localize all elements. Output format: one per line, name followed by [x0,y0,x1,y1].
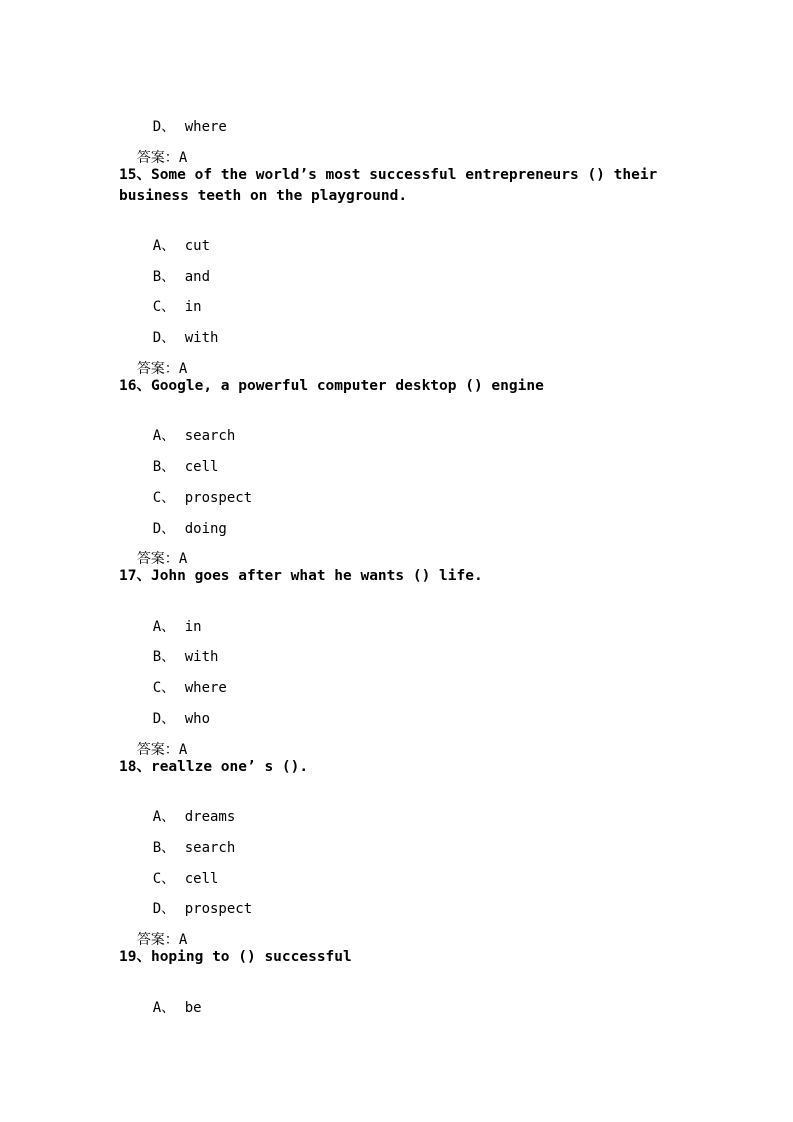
option-label: D、 [152,521,176,537]
answer-label: 答案： [136,932,179,948]
option-label: C、 [152,299,176,315]
option-label: C、 [152,490,176,506]
option-label: C、 [152,871,176,887]
option-label: A、 [152,809,176,825]
question-19-title: 19、hoping to () successful [119,949,352,965]
option-label: A、 [152,619,176,635]
option-label: C、 [152,680,176,696]
option-text: cell [184,459,219,475]
option-text: in [184,619,202,635]
question-15-title-line-2: business teeth on the playground. [119,188,408,204]
answer-label: 答案： [136,742,179,758]
answer-value: A [178,932,188,948]
option-label: A、 [152,428,176,444]
option-text: with [184,330,219,346]
option-text: prospect [184,490,253,506]
option-label: B、 [152,459,176,475]
option-text: search [184,840,236,856]
answer-value: A [178,551,188,567]
question-18-title: 18、reallze one’ s (). [119,759,309,775]
option-a [119,978,202,1038]
question-17-title: 17、John goes after what he wants () life. [119,568,483,584]
answer-value: A [178,361,188,377]
option-text: with [184,649,219,665]
option-text: where [184,680,227,696]
option-label: A、 [152,238,176,254]
option-label: D、 [152,901,176,917]
option-text: cut [184,238,211,254]
answer-label: 答案： [136,551,179,567]
answer-value: A [178,742,188,758]
option-text: be [184,1000,202,1016]
option-label: A、 [152,1000,176,1016]
option-text: doing [184,521,227,537]
option-label: B、 [152,649,176,665]
option-label: B、 [152,840,176,856]
option-label: D、 [152,330,176,346]
question-15-title-line-1: 15、Some of the world’s most successful entrepreneurs () their [119,167,658,183]
answer-label: 答案： [136,361,179,377]
option-text: where [184,119,227,135]
question-16-title: 16、Google, a powerful computer desktop () engine [119,378,544,394]
answer-value: A [178,150,188,166]
option-label: D、 [152,119,176,135]
option-text: and [184,269,211,285]
option-text: dreams [184,809,236,825]
option-label: B、 [152,269,176,285]
option-text: search [184,428,236,444]
option-text: prospect [184,901,253,917]
option-text: in [184,299,202,315]
answer-label: 答案： [136,150,179,166]
option-text: cell [184,871,219,887]
option-text: who [184,711,211,727]
option-label: D、 [152,711,176,727]
